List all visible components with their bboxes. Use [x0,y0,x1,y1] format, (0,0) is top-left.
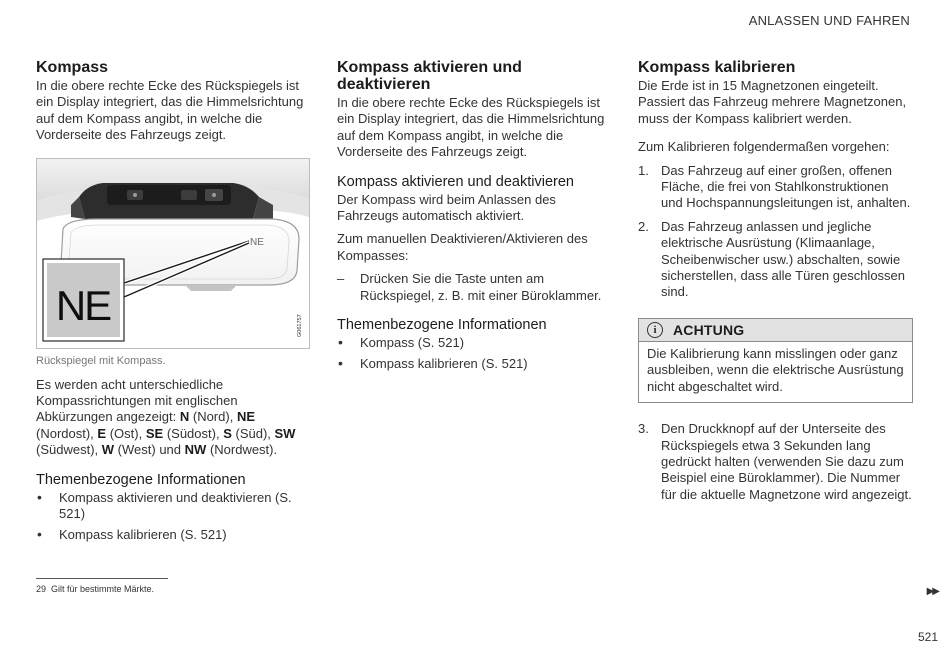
related-info-heading: Themenbezogene Informationen [337,317,547,334]
running-header: ANLASSEN UND FAHREN [748,13,910,28]
figure-code: G061757 [297,313,303,337]
step-number: 3. [638,421,649,437]
step-text: Den Druckknopf auf der Unterseite des Rückspiegels etwa 3 Sekunden lang gedrückt halten (verwenden Sie dazu zum Beispiel eine Büroklammer). Die Nummer für die aktuelle Magnetzone wird angezeigt. [661,421,912,502]
section-title-activate: Kompass aktivieren und deaktivieren [337,59,522,93]
direction-abbr: N [179,409,190,425]
direction-name: (Nordost), [36,425,94,441]
step-item [638,219,913,301]
direction-name: (Süd), [235,425,271,441]
related-link[interactable]: • Kompass kalibrieren (S. 521) [337,356,611,372]
related-link[interactable]: • Kompass aktivieren und deaktivieren (S. 521) [36,490,310,523]
step-item [638,421,913,503]
compass-directions [36,377,310,459]
figure-caption: Rückspiegel mit Kompass. [36,354,166,367]
activate-subheading: Kompass aktivieren und deaktivieren [337,173,574,190]
direction-abbr: NE [236,409,255,425]
warning-title: ACHTUNG [673,321,745,338]
direction-abbr: W [101,442,115,458]
warning-text: Die Kalibrierung kann misslingen oder ganz ausbleiben, wenn die elektrische Ausrüstung nicht abgeschaltet wird. [647,345,904,394]
calibration-steps-continued [638,421,913,503]
direction-abbr: S [223,425,232,441]
related-link[interactable]: • Kompass (S. 521) [337,335,611,351]
info-icon: i [647,322,663,338]
compass-zoom-text: NE [55,281,111,329]
footnote-number: 29 [36,584,47,594]
warning-header [639,319,912,342]
direction-name: (Nord), [192,409,234,425]
dash-marker: – [337,271,345,287]
dash-list-item [337,271,611,304]
direction-name: (Südost), [166,425,220,441]
direction-name: (West) und [117,442,182,458]
manual-toggle-text: Zum manuellen Deaktivieren/Aktivieren des Kompasses: [337,231,588,263]
direction-abbr: E [97,425,107,441]
warning-box [638,318,913,403]
column-compass-calibrate [638,59,913,510]
auto-activation-text: Der Kompass wird beim Anlassen des Fahrzeugs automatisch aktiviert. [337,191,556,224]
activate-intro: In die obere rechte Ecke des Rückspiegels ist ein Display integriert, das die Himmelsrichtung auf dem Kompass angibt, in welche die Vorderseite des Fahrzeugs zeigt. [337,95,605,160]
rear-view-mirror-figure [36,158,310,349]
direction-name: (Nordwest). [209,442,278,458]
direction-abbr: NW [184,442,207,458]
calibrate-intro: Die Erde ist in 15 Magnetzonen eingeteilt. Passiert das Fahrzeug mehrere Magnetzonen, muss der Kompass kalibriert werden. [638,78,907,126]
mirror-display-text: NE [250,236,264,248]
direction-name: (Ost), [109,425,143,441]
direction-abbr: SW [274,425,296,441]
page-number: 521 [917,630,938,644]
steps-intro: Zum Kalibrieren folgendermaßen vorgehen: [638,139,890,155]
section-title-calibrate: Kompass kalibrieren [638,59,796,76]
direction-abbr: SE [145,425,164,441]
related-links-list [36,490,310,544]
related-link[interactable]: • Kompass kalibrieren (S. 521) [36,527,310,543]
step-number: 2. [638,218,649,234]
column-compass [36,59,310,549]
footnote-divider [36,578,168,579]
footnote-text: Gilt für bestimmte Märkte. [51,584,155,594]
step-text: Das Fahrzeug auf einer großen, offenen Fläche, die frei von Stahlkonstruktionen und Hochspannungsleitungen ist, anhalten. [661,162,911,211]
column-compass-activate [337,59,611,378]
related-info-heading: Themenbezogene Informationen [36,471,246,488]
compass-intro: In die obere rechte Ecke des Rückspiegels ist ein Display integriert, das die Himmelsrichtung auf dem Kompass angibt, in welche die Vorderseite des Fahrzeugs zeigt. [36,78,304,143]
direction-name: (Südwest), [36,442,99,458]
step-text: Das Fahrzeug anlassen und jegliche elektrische Ausrüstung (Klimaanlage, Scheibenwischer usw.) abschalten, sowie sicherstellen, dass alle Türen geschlossen sind. [661,218,906,300]
step-number: 1. [638,162,649,178]
footnote [36,584,154,594]
next-page-arrows-icon[interactable]: ▶▶ [926,586,938,597]
section-title-compass: Kompass [36,59,109,76]
calibration-steps [638,163,913,301]
rear-view-mirror-illustration [37,159,309,348]
step-item [638,163,913,212]
related-links-list [337,335,611,373]
dash-item-text: Drücken Sie die Taste unten am Rückspiegel, z. B. mit einer Büroklammer. [360,271,602,303]
directions-intro: Es werden acht unterschiedliche Kompassrichtungen mit englischen Abkürzungen angezeigt: [36,376,238,425]
